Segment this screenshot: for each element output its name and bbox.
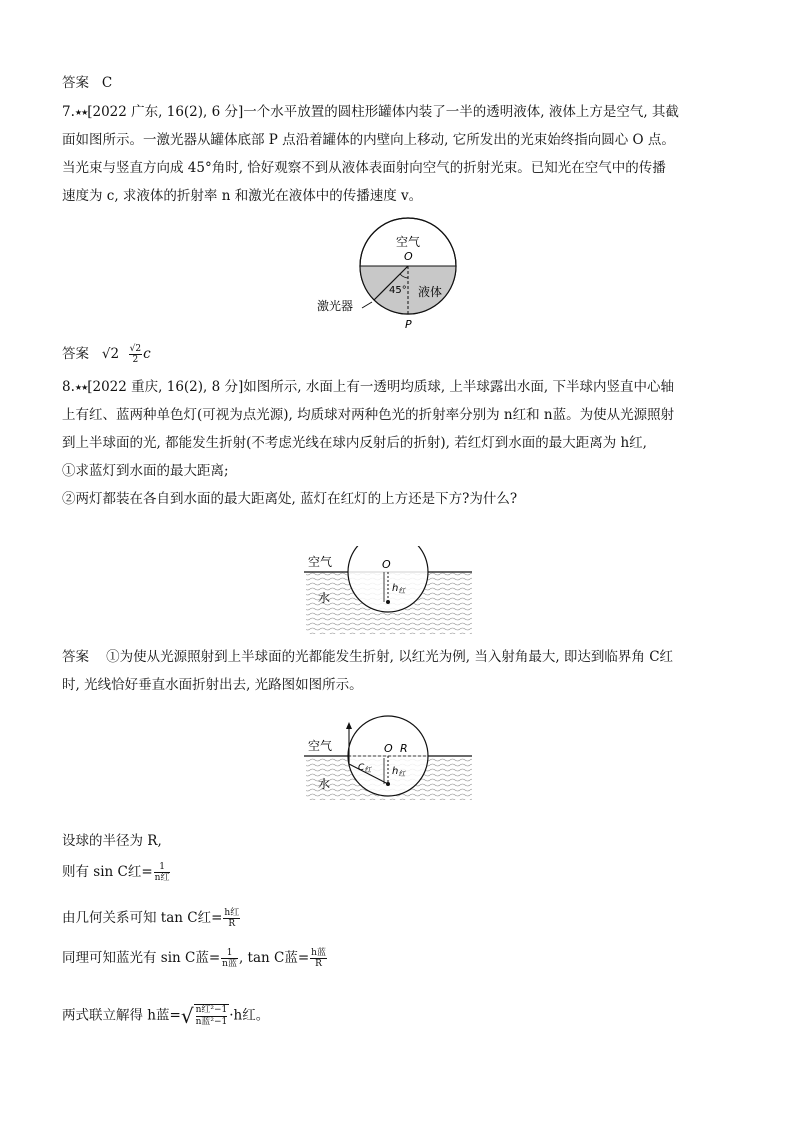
h-label: $h_红$ (392, 766, 406, 778)
q7-answer (62, 344, 151, 365)
question-number: 8. (62, 379, 75, 395)
answer-label: 答案 (62, 75, 89, 91)
sqrt-icon: √ (180, 1004, 194, 1028)
derive-line1: 设球的半径为 R, (62, 833, 162, 849)
critical-angle-label: $C_红$ (358, 763, 372, 774)
answer-text: ①为使从光源照射到上半球面的光都能发生折射, 以红光为例, 当入射角最大, 即达到临界角 C红 (106, 649, 674, 665)
air-label: 空气 (308, 555, 333, 569)
q8-line4: ①求蓝灯到水面的最大距离; (62, 463, 229, 479)
center-o-label: O (382, 558, 391, 571)
air-label: 空气 (308, 739, 333, 753)
difficulty-stars-icon: ★★ (74, 383, 88, 392)
answer-label: 答案 (62, 649, 89, 665)
radius-r-label: R (400, 742, 408, 755)
question-text: 一个水平放置的圆柱形罐体内装了一半的透明液体, 液体上方是空气, 其截 (243, 104, 679, 120)
answer-label: 答案 (62, 346, 89, 362)
fraction: $\frac{1}{\text{n蓝}}$ (222, 948, 237, 969)
q8-line5: ②两灯都装在各自到水面的最大距离处, 蓝灯在红灯的上方还是下方?为什么? (62, 491, 518, 507)
center-o-label: O (404, 250, 413, 263)
q8-sphere-figure (300, 546, 480, 638)
air-label: 空气 (396, 235, 421, 249)
difficulty-stars-icon: ★★ (74, 108, 88, 117)
fraction: $\frac{1}{\text{n红}}$ (154, 862, 170, 883)
q7-line1 (62, 103, 679, 122)
q7-line2: 面如图所示。一激光器从罐体底部 P 点沿着罐体的内壁向上移动, 它所发出的光束始终指向圆心 O 点。 (62, 132, 675, 148)
q8-answer-line1 (62, 648, 673, 666)
sqrt-fraction: $\frac{\text{n红²−1}}{\text{n蓝²−1}}$ (195, 1005, 228, 1027)
center-o-label: O (384, 742, 393, 755)
q8-line3: 到上半球面的光, 都能发生折射(不考虑光线在球内反射后的折射), 若红灯到水面的最大距离为 h红, (62, 435, 647, 451)
derive-line5: 两式联立解得 h蓝=√ $\frac{\text{n红²−1}}{\text{n蓝²−1}}$ ·h红。 (62, 1004, 270, 1028)
question-number: 7. (62, 104, 75, 120)
q8-line1 (62, 378, 674, 397)
answer-value: C (101, 75, 113, 91)
answer-v-fraction: $\frac{√2}{2}$ (129, 344, 142, 365)
water-label: 水 (318, 591, 331, 605)
q7-line3: 当光束与竖直方向成 45°角时, 恰好观察不到从液体表面射向空气的折射光束。已知光在空气中的传播 (62, 160, 666, 176)
q8-answer-line2: 时, 光线恰好垂直水面折射出去, 光路图如图所示。 (62, 677, 363, 693)
laser-label: 激光器 (317, 299, 354, 313)
q7-tank-figure (300, 212, 470, 336)
answer-n: √2 (101, 346, 120, 362)
fraction: $\frac{\text{h蓝}}{R}$ (311, 948, 326, 969)
question-source: [2022 重庆, 16(2), 8 分] (87, 379, 244, 395)
h-label: $h_红$ (392, 583, 406, 595)
question-text: 如图所示, 水面上有一透明均质球, 上半球露出水面, 下半球内竖直中心轴 (243, 379, 675, 395)
water-label: 水 (318, 777, 331, 791)
point-p-label: P (405, 318, 412, 331)
q6-answer (62, 74, 112, 92)
question-source: [2022 广东, 16(2), 6 分] (87, 104, 244, 120)
derive-line3: 由几何关系可知 tan C红= $\frac{\text{h红}}{R}$ (62, 908, 240, 929)
angle-label: 45° (389, 285, 407, 296)
fraction: $\frac{\text{h红}}{R}$ (224, 908, 240, 929)
derive-line2: 则有 sin C红= $\frac{1}{\text{n红}}$ (62, 862, 170, 883)
answer-v-c: c (143, 346, 151, 362)
derive-line4: 同理可知蓝光有 sin C蓝= $\frac{1}{\text{n蓝}}$ , tan C蓝= $\frac{\text{h蓝}}{R}$ (62, 948, 326, 969)
q7-line4: 速度为 c, 求液体的折射率 n 和激光在液体中的传播速度 v。 (62, 188, 423, 204)
liquid-label: 液体 (418, 285, 443, 299)
q8-light-path-figure (300, 712, 480, 804)
q8-line2: 上有红、蓝两种单色灯(可视为点光源), 均质球对两种色光的折射率分别为 n红和 n蓝。为使从光源照射 (62, 407, 675, 423)
